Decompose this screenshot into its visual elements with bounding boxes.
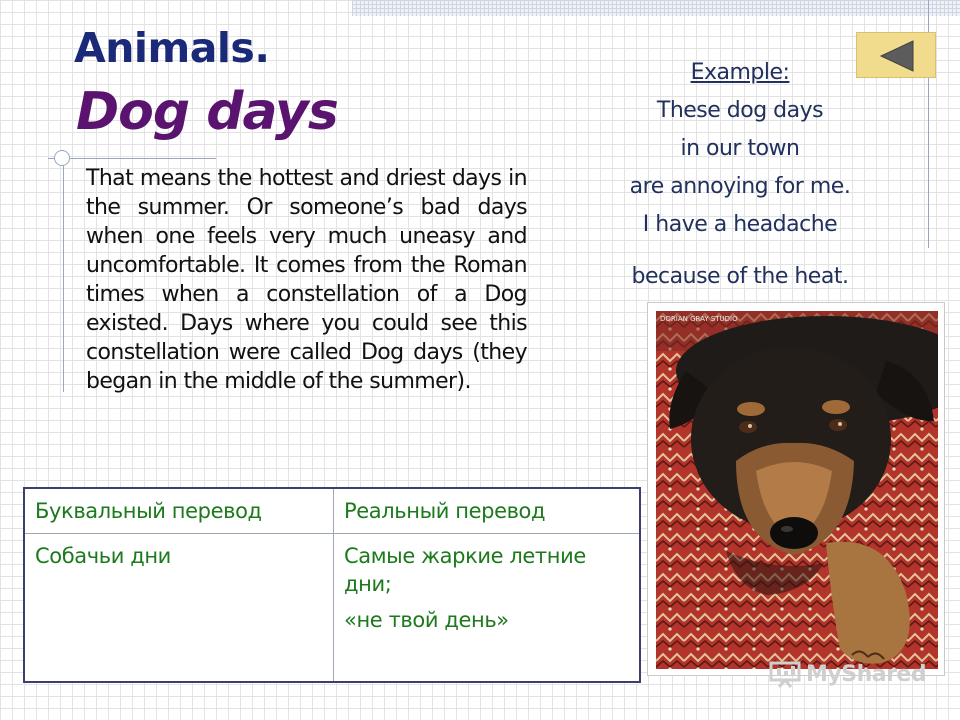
table-header-literal: Буквальный перевод <box>24 488 334 534</box>
example-line: I have a headache <box>642 212 838 237</box>
photo-frame <box>647 302 945 676</box>
definition-text: That means the hottest and driest days in the summer. Or someone’s bad days when one feels very much uneasy and uncomfortable. It comes from the Roman times when a constellation of a Dog existed. Days where you could see this constellation were called Dog days (they began in the middle of the summer). <box>86 166 527 394</box>
dog-photo <box>656 311 938 669</box>
slide-title: Animals. <box>74 24 270 72</box>
decorative-ring <box>54 150 70 166</box>
decorative-horizontal-line <box>48 158 216 159</box>
example-block <box>608 54 872 296</box>
real-translation-line: «не твой день» <box>344 608 509 632</box>
presentation-icon <box>768 660 802 688</box>
translation-table <box>23 487 641 683</box>
table-cell-real <box>334 534 641 683</box>
table-cell-literal: Собачьи дни <box>24 534 334 683</box>
example-line: are annoying for me. <box>629 174 851 199</box>
real-translation-line: Самые жаркие летние дни; <box>344 544 586 596</box>
watermark <box>768 660 926 692</box>
watermark-text: MyShared <box>806 661 927 687</box>
example-line: because of the heat. <box>631 264 849 289</box>
example-line: in our town <box>680 136 800 161</box>
photo-caption: DORIAN GRAY STUDIO <box>660 315 738 323</box>
table-header-row <box>24 488 640 534</box>
example-heading: Example: <box>690 60 790 85</box>
back-button[interactable] <box>856 32 936 78</box>
table-header-real: Реальный перевод <box>334 488 641 534</box>
slide-subtitle: Dog days <box>76 82 338 142</box>
example-line: These dog days <box>656 98 824 123</box>
back-arrow-icon <box>879 39 915 73</box>
decorative-vertical-line-left <box>63 150 64 392</box>
top-decorative-band <box>352 0 960 16</box>
table-row <box>24 534 640 683</box>
